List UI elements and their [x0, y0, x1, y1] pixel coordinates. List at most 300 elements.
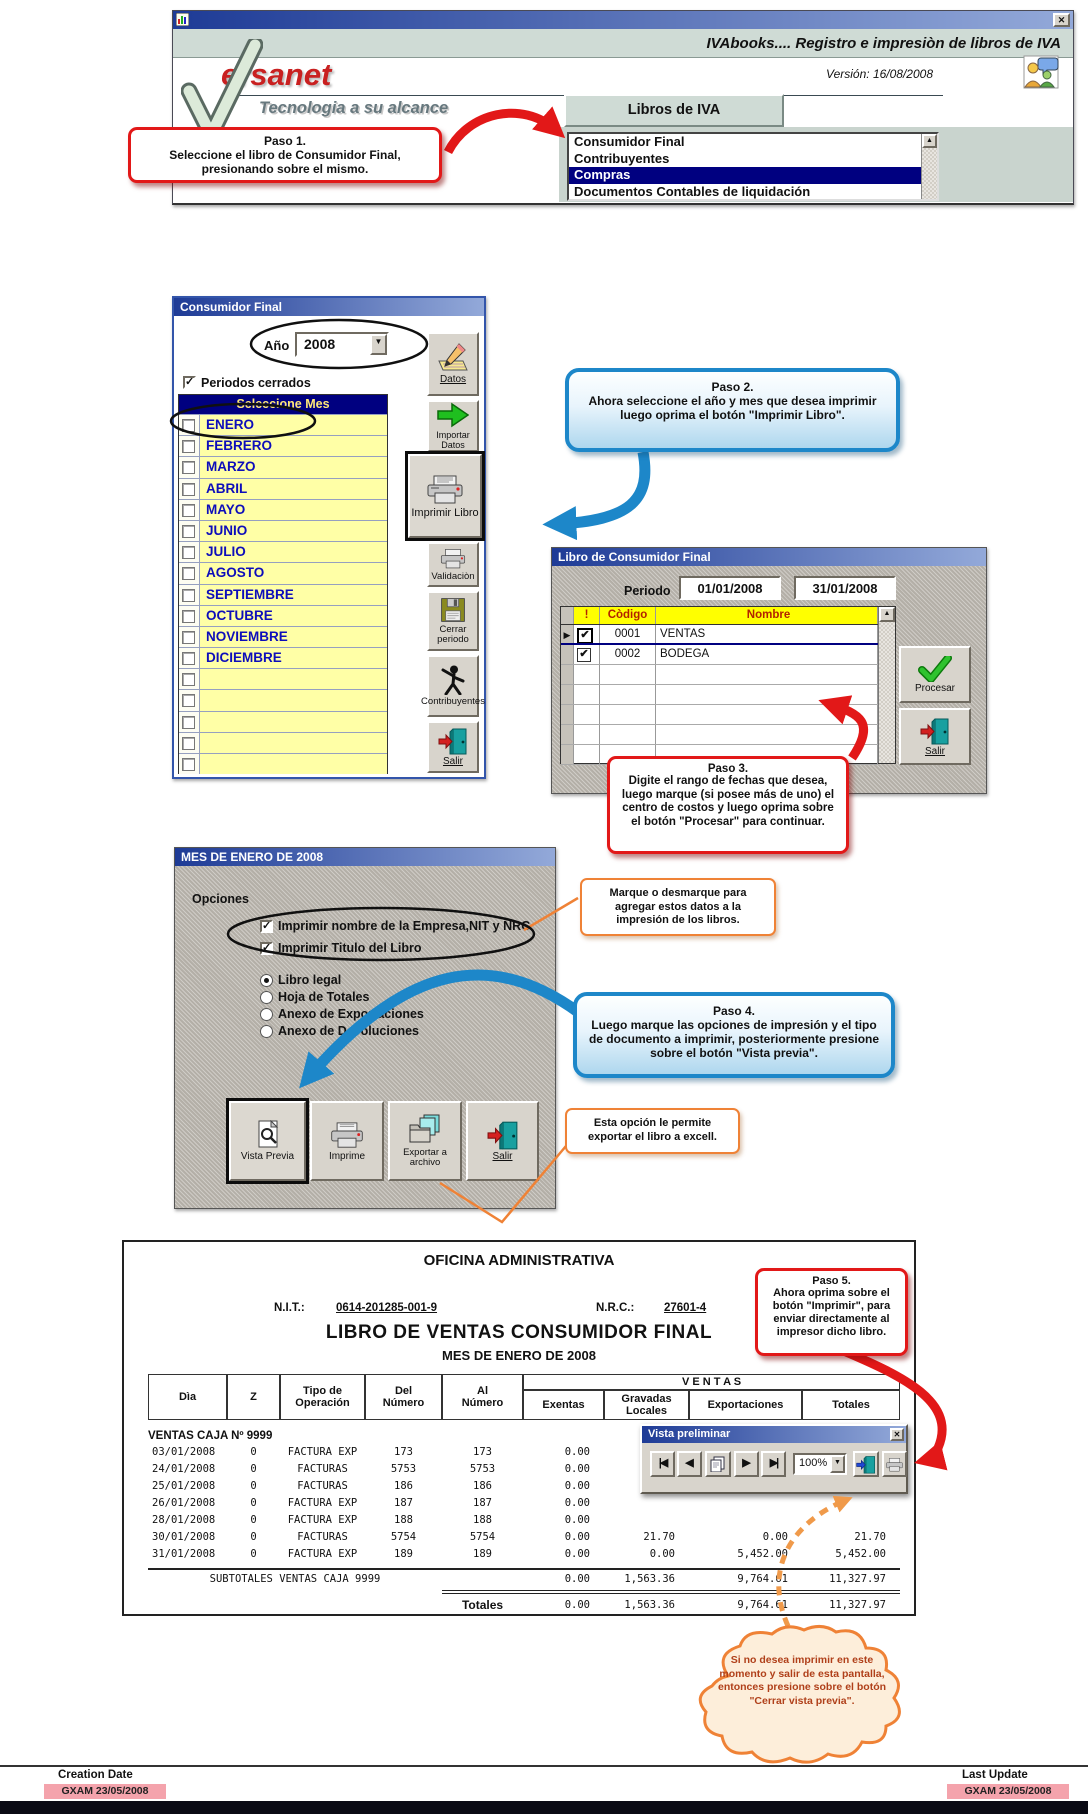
month-row[interactable]	[179, 456, 387, 477]
app-banner: IVAbooks.... Registro e impresiòn de libros de IVA	[173, 29, 1073, 58]
first-page-button[interactable]: |◀	[650, 1451, 675, 1477]
printer-small-icon	[439, 548, 467, 570]
nit-value: 0614-201285-001-9	[336, 1302, 438, 1314]
paso1-title: Paso 1.	[263, 134, 307, 148]
report-cell: 0.00	[649, 1548, 675, 1560]
vista-previa-button[interactable]	[229, 1101, 306, 1181]
report-cell: 24/01/2008	[152, 1463, 216, 1475]
grid-row-selector[interactable]	[561, 745, 574, 764]
imprimir-libro-button[interactable]	[408, 454, 482, 538]
grid-codigo-cell	[600, 705, 656, 724]
mes-enero-window	[174, 847, 556, 1209]
grid-codigo-cell: 0002	[600, 645, 656, 664]
cerrar-periodo-button[interactable]	[427, 591, 479, 651]
report-cell: 11,327.97	[829, 1573, 886, 1585]
report-cell: 11,327.97	[829, 1599, 886, 1611]
report-cell: 0.00	[564, 1463, 590, 1475]
grid-row-selector[interactable]	[561, 665, 574, 684]
anexo-devoluciones-label: Anexo de Devoluciones	[278, 1024, 420, 1038]
paso2-arrow	[556, 452, 645, 524]
grid-check-cell[interactable]	[574, 705, 600, 724]
checkbox-icon	[182, 567, 195, 580]
mes-salir-label: Salir	[492, 1151, 513, 1162]
grid-codigo-cell	[600, 725, 656, 744]
grid-row-selector[interactable]	[561, 725, 574, 744]
paso5-callout	[755, 1268, 908, 1356]
grid-row-selector[interactable]	[561, 685, 574, 704]
month-row[interactable]	[179, 647, 387, 668]
anexo-exportaciones-label: Anexo de Exportaciones	[278, 1007, 424, 1021]
month-row[interactable]	[179, 732, 387, 753]
exit-door-icon	[920, 717, 950, 745]
month-name: NOVIEMBRE	[200, 627, 387, 647]
month-checkbox[interactable]	[179, 457, 200, 477]
scroll-up-icon[interactable]: ▲	[922, 134, 937, 148]
month-checkbox[interactable]	[179, 436, 200, 456]
grid-scrollbar[interactable]	[878, 607, 895, 763]
year-combobox[interactable]	[295, 332, 389, 357]
report-cell: 1,563.36	[624, 1599, 675, 1611]
report-cell: 0	[250, 1531, 257, 1543]
month-row[interactable]	[179, 689, 387, 710]
month-checkbox[interactable]	[179, 542, 200, 562]
checkbox-icon	[182, 589, 195, 602]
note-pencil-icon	[437, 343, 469, 373]
report-cell: 0.00	[564, 1548, 590, 1560]
report-cell: 0.00	[762, 1531, 788, 1543]
validacion-button[interactable]	[427, 542, 479, 587]
month-row[interactable]	[179, 541, 387, 562]
last-update-value: GXAM 23/05/2008	[947, 1784, 1069, 1799]
report-cell: 0.00	[564, 1497, 590, 1509]
month-row[interactable]	[179, 520, 387, 541]
report-cell: 189	[473, 1548, 492, 1560]
paso2-callout	[565, 368, 900, 452]
report-cell: 0.00	[564, 1599, 590, 1611]
libro-salir-label: Salir	[924, 745, 945, 757]
month-checkbox[interactable]	[179, 521, 200, 541]
grid-check-cell[interactable]	[574, 725, 600, 744]
report-cell: 188	[473, 1514, 492, 1526]
report-cell: 0.00	[564, 1514, 590, 1526]
report-cell: 187	[473, 1497, 492, 1509]
grid-row[interactable]	[561, 725, 878, 745]
mes-salir-button[interactable]	[466, 1101, 539, 1181]
exportar-archivo-button[interactable]	[388, 1101, 462, 1181]
checkbox-icon[interactable]: ✔	[577, 628, 593, 643]
month-checkbox[interactable]	[179, 606, 200, 626]
report-cell: FACTURA EXP	[287, 1446, 358, 1458]
year-label: Año	[264, 338, 290, 353]
list-scrollbar[interactable]	[921, 134, 937, 199]
report-col-header: Totales	[802, 1390, 900, 1420]
report-cell: FACTURAS	[297, 1480, 348, 1492]
month-name: JULIO	[200, 542, 387, 562]
report-cell: 9,764.61	[737, 1599, 788, 1611]
report-cell: 26/01/2008	[152, 1497, 216, 1509]
checkbox-icon	[182, 419, 195, 432]
month-row[interactable]	[179, 668, 387, 689]
paso1-callout	[128, 127, 442, 183]
report-cell: 31/01/2008	[152, 1548, 216, 1560]
consumidor-final-window	[172, 296, 486, 779]
month-row[interactable]	[179, 562, 387, 583]
datos-label: Datos	[439, 374, 467, 385]
vista-previa-label: Vista Previa	[240, 1151, 295, 1162]
procesar-label: Procesar	[914, 682, 955, 694]
hoja-totales-radio[interactable]	[260, 991, 273, 1004]
date-to-field[interactable]: 31/01/2008	[794, 576, 896, 600]
cerrar-periodo-label: Cerrar periodo	[437, 624, 469, 645]
brand-tagline: Tecnologia a su alcance	[259, 99, 449, 117]
close-preview-button[interactable]	[853, 1451, 879, 1477]
export-note-text: Esta opción le permite exportar el libro a excell.	[587, 1117, 717, 1143]
month-table[interactable]	[178, 394, 388, 774]
report-cell: 28/01/2008	[152, 1514, 216, 1526]
periodos-cerrados-checkbox[interactable]: ✓	[185, 376, 195, 388]
close-icon[interactable]: ✕	[1053, 13, 1070, 27]
imprimir-nombre-checkbox[interactable]: ✓	[262, 920, 272, 932]
month-checkbox[interactable]	[179, 479, 200, 499]
printer-icon	[884, 1457, 905, 1473]
grid-rows	[561, 607, 878, 763]
list-item[interactable]: Contribuyentes	[574, 150, 670, 166]
report-cell: 1,563.36	[624, 1573, 675, 1585]
report-col-header: Gravadas Locales	[604, 1390, 689, 1420]
grid-row[interactable]	[561, 665, 878, 685]
preview-page-icon	[255, 1120, 281, 1150]
grid-row[interactable]	[561, 645, 878, 665]
checkbox-icon	[182, 737, 195, 750]
report-col-header: Al Número	[442, 1374, 523, 1420]
report-cell: FACTURA EXP	[287, 1548, 358, 1560]
exportar-archivo-label: Exportar a archivo	[403, 1147, 447, 1168]
checkbox-icon	[182, 631, 195, 644]
report-ventas-group-header: V E N T A S	[523, 1374, 900, 1390]
month-row[interactable]	[179, 584, 387, 605]
grid-row[interactable]	[561, 625, 878, 645]
hoja-totales-label: Hoja de Totales	[278, 990, 370, 1004]
imprimir-nombre-label: Imprimir nombre de la Empresa,NIT y NRC	[278, 919, 531, 933]
month-checkbox[interactable]	[179, 585, 200, 605]
grid-row[interactable]	[561, 705, 878, 725]
report-cell: 03/01/2008	[152, 1446, 216, 1458]
month-checkbox[interactable]	[179, 415, 200, 435]
exit-door-icon	[855, 1455, 877, 1474]
month-name: ABRIL	[200, 479, 387, 499]
checkbox-icon	[182, 758, 195, 771]
grid-nombre-cell	[656, 685, 878, 704]
report-cell: 0	[250, 1514, 257, 1526]
month-name: JUNIO	[200, 521, 387, 541]
exit-door-icon	[438, 727, 468, 755]
footer-divider	[0, 1765, 1088, 1767]
totals-double-rule	[442, 1590, 900, 1591]
prev-page-button[interactable]: ◀	[677, 1451, 702, 1477]
grid-header-excl: !	[574, 607, 600, 624]
grid-row-selector[interactable]: ▶	[561, 625, 574, 643]
report-cell: 0.00	[564, 1573, 590, 1585]
report-cell: 0	[250, 1463, 257, 1475]
anexo-devoluciones-radio[interactable]	[260, 1025, 273, 1038]
paso1-body: Seleccione el libro de Consumidor Final, presionando sobre el mismo.	[169, 148, 401, 176]
main-titlebar[interactable]	[173, 11, 1073, 29]
checkbox-icon	[182, 483, 195, 496]
grid-check-cell[interactable]	[574, 685, 600, 704]
pages-icon	[707, 1456, 729, 1472]
grid-codigo-cell	[600, 685, 656, 704]
opciones-label: Opciones	[192, 892, 249, 906]
paso3-title: Paso 3.	[707, 763, 749, 775]
print-button[interactable]	[882, 1451, 907, 1477]
libro-titlebar[interactable]: Libro de Consumidor Final	[552, 548, 986, 566]
imprimir-titulo-label: Imprimir Titulo del Libro	[278, 941, 422, 955]
report-cell: FACTURAS	[297, 1531, 348, 1543]
cf-titlebar[interactable]: Consumidor Final	[174, 298, 484, 316]
creation-date-label: Creation Date	[58, 1769, 133, 1781]
report-cell: 21.70	[854, 1531, 886, 1543]
report-cell: 5753	[390, 1463, 417, 1475]
month-checkbox[interactable]	[179, 690, 200, 710]
grid-check-cell[interactable]	[574, 665, 600, 684]
month-row[interactable]	[179, 753, 387, 774]
date-from-field[interactable]: 01/01/2008	[679, 576, 781, 600]
checkbox-icon	[182, 461, 195, 474]
centro-costos-grid[interactable]	[560, 606, 896, 764]
report-cell: 25/01/2008	[152, 1480, 216, 1492]
datos-button[interactable]	[427, 332, 479, 396]
report-col-header: Tipo de Operación	[280, 1374, 365, 1420]
list-item[interactable]: Documentos Contables de liquidación	[574, 183, 811, 199]
procesar-button[interactable]	[899, 646, 971, 703]
report-cell: 5,452.00	[737, 1548, 788, 1560]
paso2-body: Ahora seleccione el año y mes que desea imprimir luego oprima el botón "Imprimir Libro".	[588, 394, 877, 422]
app-icon	[176, 13, 189, 26]
imprime-label: Imprime	[328, 1150, 366, 1162]
report-cell: 9,764.61	[737, 1573, 788, 1585]
periodos-cerrados-label: Periodos cerrados	[201, 376, 311, 390]
checkbox-icon	[182, 694, 195, 707]
month-name	[200, 712, 387, 732]
month-name	[200, 669, 387, 689]
report-col-header: Dìa	[148, 1374, 227, 1420]
last-page-button[interactable]: ▶|	[761, 1451, 786, 1477]
month-name: SEPTIEMBRE	[200, 585, 387, 605]
cloud-callout	[688, 1620, 916, 1772]
checkbox-icon	[182, 525, 195, 538]
cf-salir-label: Salir	[442, 756, 463, 767]
grid-check-cell[interactable]	[574, 645, 600, 664]
libros-listbox[interactable]	[567, 132, 939, 201]
grid-row-selector[interactable]	[561, 645, 574, 664]
list-item[interactable]: Consumidor Final	[574, 134, 685, 149]
checkbox-icon	[182, 652, 195, 665]
month-table-header: Seleccione Mes	[179, 395, 387, 414]
report-cell: 5753	[469, 1463, 496, 1475]
printer-icon	[329, 1121, 365, 1150]
mark-note-callout	[580, 878, 776, 936]
mark-note-text: Marque o desmarque para agregar estos datos a la impresión de los libros.	[609, 887, 747, 926]
month-name	[200, 733, 387, 753]
month-checkbox[interactable]	[179, 648, 200, 668]
grid-codigo-cell: 0001	[600, 625, 656, 643]
paso5-title: Paso 5.	[812, 1275, 851, 1287]
grid-scroll-up-icon[interactable]: ▲	[879, 607, 895, 622]
report-cell: 0	[250, 1446, 257, 1458]
anexo-exportaciones-radio[interactable]	[260, 1008, 273, 1021]
report-cell: 173	[394, 1446, 413, 1458]
periodo-label: Periodo	[624, 584, 671, 598]
grid-header-codigo: Còdigo	[600, 607, 656, 624]
month-name	[200, 690, 387, 710]
report-cell: 21.70	[643, 1531, 675, 1543]
checkbox-icon	[182, 673, 195, 686]
month-table-body	[179, 414, 387, 774]
report-cell: 0	[250, 1480, 257, 1492]
libro-legal-label: Libro legal	[278, 973, 342, 987]
chevron-down-icon[interactable]: ▼	[370, 334, 387, 355]
month-row[interactable]	[179, 499, 387, 520]
report-cell: 186	[473, 1480, 492, 1492]
month-row[interactable]	[179, 435, 387, 456]
month-name	[200, 754, 387, 774]
paso3-body: Digite el rango de fechas que desea, luego marque (si posee más de uno) el centro de costos y luego oprima sobre el botón "Procesar" para continuar.	[621, 775, 835, 828]
grid-corner	[561, 607, 574, 624]
report-cell: 0.00	[564, 1446, 590, 1458]
report-col-header: Exportaciones	[689, 1390, 802, 1420]
checkbox-icon[interactable]: ✔	[577, 648, 591, 662]
importar-datos-label: Importar Datos	[436, 430, 470, 450]
imprime-button[interactable]	[310, 1101, 384, 1181]
nrc-value: 27601-4	[664, 1302, 707, 1314]
contribuyentes-button[interactable]	[421, 655, 485, 717]
report-cell: FACTURA EXP	[287, 1514, 358, 1526]
preview-close-icon[interactable]: ✕	[890, 1428, 904, 1441]
exit-door-icon	[487, 1120, 519, 1150]
footer-bar	[0, 1801, 1088, 1814]
libros-list-items	[569, 134, 922, 200]
checkbox-icon	[182, 546, 195, 559]
report-cell: 5754	[390, 1531, 417, 1543]
copy-pages-button[interactable]	[705, 1451, 731, 1477]
month-row[interactable]	[179, 711, 387, 732]
month-name: MAYO	[200, 500, 387, 520]
validacion-label: Validaciòn	[431, 570, 475, 582]
month-checkbox[interactable]	[179, 733, 200, 753]
grid-check-cell[interactable]	[574, 625, 600, 643]
green-arrow-icon	[437, 402, 469, 428]
panel-title: Libros de IVA	[564, 94, 784, 127]
preview-titlebar[interactable]: Vista preliminar	[642, 1426, 906, 1443]
cf-salir-button[interactable]	[427, 721, 479, 773]
month-name: OCTUBRE	[200, 606, 387, 626]
month-row[interactable]	[179, 478, 387, 499]
report-cell: 173	[473, 1446, 492, 1458]
report-col-header: Exentas	[523, 1390, 604, 1420]
paso3-callout	[607, 756, 849, 854]
report-col-header: Del Número	[365, 1374, 442, 1420]
totals-label: Totales	[461, 1598, 504, 1612]
next-page-button[interactable]: ▶	[734, 1451, 759, 1477]
report-cell: FACTURA EXP	[287, 1497, 358, 1509]
report-company: OFICINA ADMINISTRATIVA	[423, 1252, 615, 1269]
report-cell: 30/01/2008	[152, 1531, 216, 1543]
mes-titlebar[interactable]: MES DE ENERO DE 2008	[175, 848, 555, 866]
month-name: MARZO	[200, 457, 387, 477]
report-subtitle: MES DE ENERO DE 2008	[442, 1348, 596, 1363]
floppy-disk-icon	[440, 597, 466, 623]
vista-preliminar-toolbar	[640, 1424, 908, 1494]
subtotal-rule	[148, 1568, 900, 1570]
report-cell: 187	[394, 1497, 413, 1509]
report-cell: 0.00	[564, 1531, 590, 1543]
grid-header-row	[561, 607, 878, 625]
grid-check-cell[interactable]	[574, 745, 600, 764]
report-cell: 188	[394, 1514, 413, 1526]
month-row[interactable]	[179, 414, 387, 435]
report-section-label: VENTAS CAJA Nº 9999	[148, 1430, 273, 1442]
month-checkbox[interactable]	[179, 500, 200, 520]
checkbox-icon	[182, 440, 195, 453]
month-checkbox[interactable]	[179, 563, 200, 583]
month-row[interactable]	[179, 605, 387, 626]
subtotal-label: SUBTOTALES VENTAS CAJA 9999	[209, 1573, 381, 1585]
imprimir-titulo-checkbox[interactable]: ✓	[262, 942, 272, 954]
report-cell: 0	[250, 1548, 257, 1560]
month-checkbox[interactable]	[179, 754, 200, 774]
month-name: DICIEMBRE	[200, 648, 387, 668]
report-cell: FACTURAS	[297, 1463, 348, 1475]
zoom-chevron-down-icon[interactable]: ▼	[830, 1455, 845, 1473]
grid-row[interactable]	[561, 685, 878, 705]
checkbox-icon	[182, 610, 195, 623]
grid-nombre-cell	[656, 705, 878, 724]
year-value: 2008	[304, 336, 336, 352]
printer-icon	[425, 474, 465, 506]
checkbox-icon	[182, 716, 195, 729]
importar-datos-button[interactable]	[427, 400, 479, 452]
brand-name: ersanet	[221, 57, 332, 92]
report-cell: 5,452.00	[835, 1548, 886, 1560]
month-name: FEBRERO	[200, 436, 387, 456]
month-checkbox[interactable]	[179, 669, 200, 689]
month-checkbox[interactable]	[179, 627, 200, 647]
paso4-body: Luego marque las opciones de impresión y el tipo de documento a imprimir, posteriormente presione sobre el botón "Vista previa".	[588, 1018, 880, 1060]
nrc-label: N.R.C.:	[596, 1302, 635, 1314]
zoom-value: 100%	[799, 1457, 828, 1469]
checkbox-icon	[182, 504, 195, 517]
month-row[interactable]	[179, 626, 387, 647]
grid-nombre-cell: VENTAS	[656, 625, 878, 643]
cloud-note-text: Si no desea imprimir en este momento y salir de esta pantalla, entonces presione sobre el botón "Cerrar vista previa".	[717, 1654, 887, 1707]
grid-row-selector[interactable]	[561, 705, 574, 724]
month-name: AGOSTO	[200, 563, 387, 583]
report-cell: 0	[250, 1497, 257, 1509]
grid-nombre-cell	[656, 725, 878, 744]
month-checkbox[interactable]	[179, 712, 200, 732]
last-update-label: Last Update	[962, 1769, 1028, 1781]
export-folders-icon	[408, 1114, 442, 1146]
report-cell: 0.00	[564, 1480, 590, 1492]
libro-salir-button[interactable]	[899, 708, 971, 765]
version-label: Versión: 16/08/2008	[826, 67, 933, 81]
libro-legal-radio[interactable]	[260, 974, 273, 987]
users-chat-icon[interactable]	[1023, 55, 1059, 89]
green-check-icon	[918, 656, 952, 682]
list-item[interactable]: Compras	[569, 167, 922, 184]
zoom-combobox[interactable]	[793, 1453, 847, 1475]
report-col-header: Z	[227, 1374, 280, 1420]
